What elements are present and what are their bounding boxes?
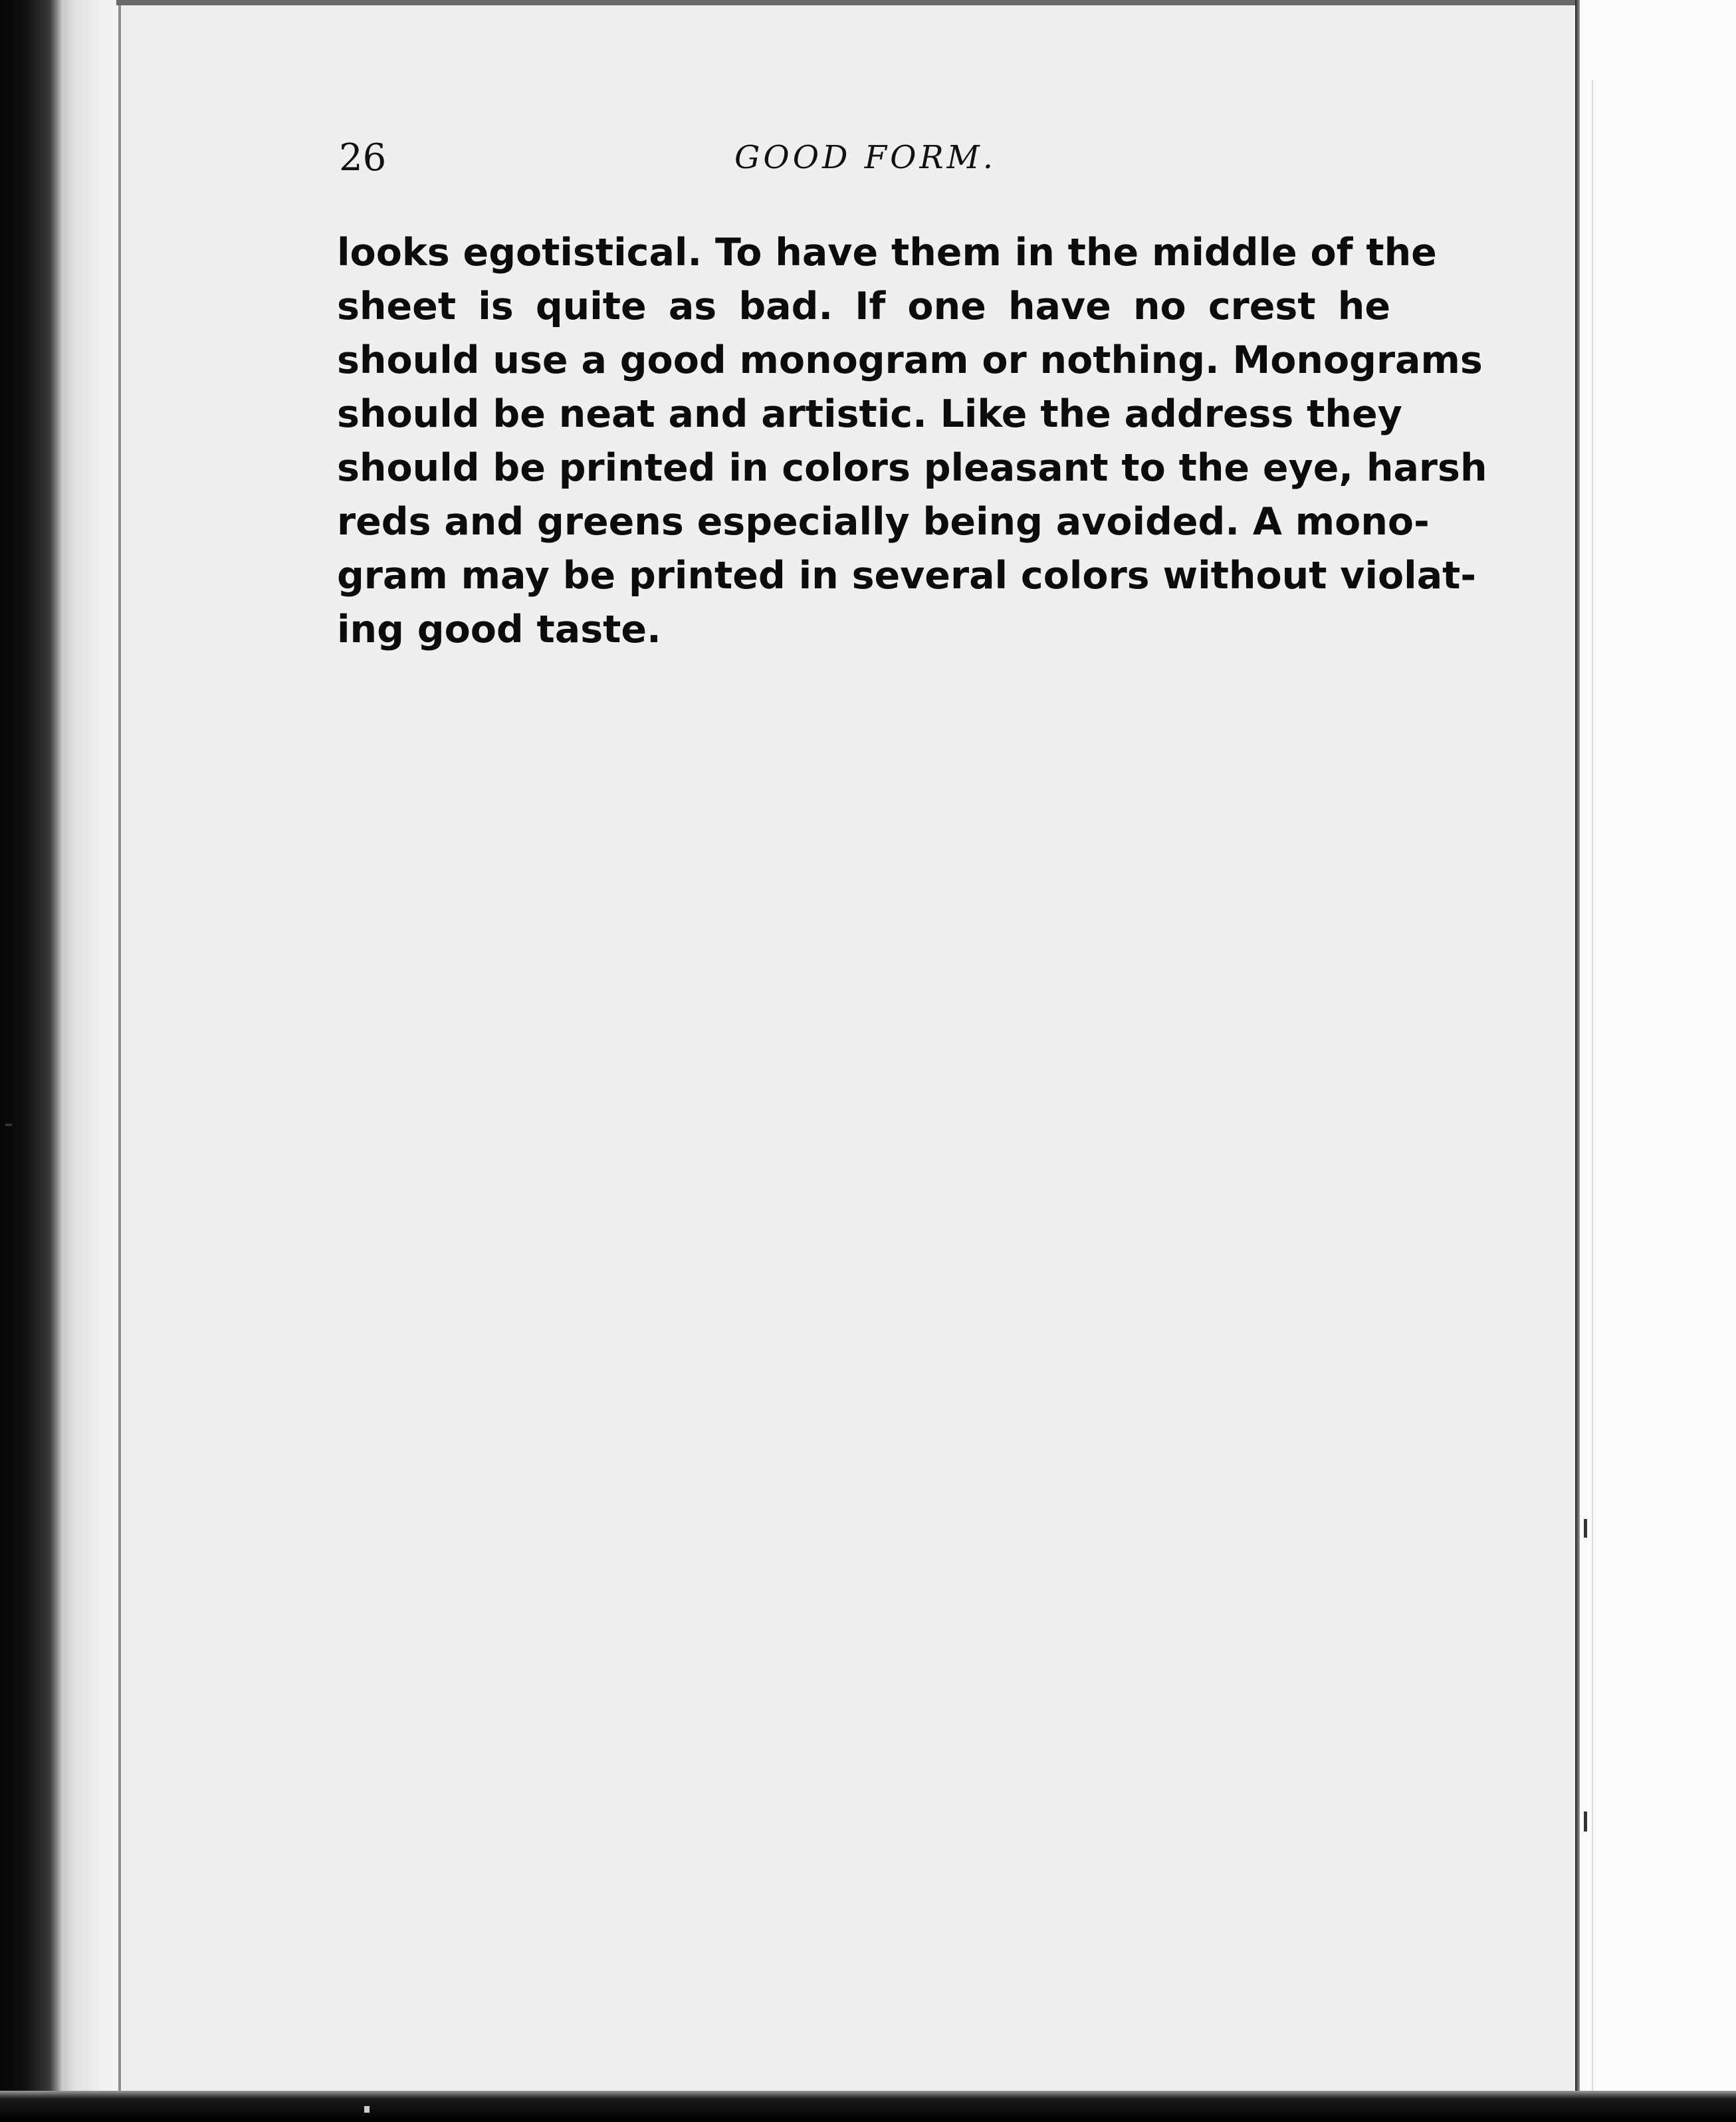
text-line: gram may be printed in several colors without violat- <box>337 554 1477 598</box>
scan-speck <box>1584 1519 1587 1538</box>
page-right-border <box>1575 0 1580 2122</box>
scan-speck <box>1584 1812 1587 1831</box>
text-line: looks egotistical. To have them in the middle of the <box>337 231 1437 275</box>
page-header <box>339 136 1389 183</box>
right-faint-line <box>1592 80 1593 2114</box>
text-line: should be printed in colors pleasant to the eye, harsh <box>337 446 1487 490</box>
book-spine-edge <box>0 0 63 2122</box>
text-line: ing good taste. <box>337 608 661 651</box>
gutter-shadow <box>63 0 116 2122</box>
page-top-border <box>116 0 1578 5</box>
scan-speck <box>5 1123 12 1126</box>
running-head: GOOD FORM. <box>734 139 996 176</box>
scan-speck <box>364 2106 370 2113</box>
page-number: 26 <box>339 136 387 179</box>
body-paragraph <box>337 226 1487 657</box>
text-line: reds and greens especially being avoided. A mono- <box>337 500 1430 544</box>
text-line: should be neat and artistic. Like the address they <box>337 392 1402 436</box>
text-line: sheet is quite as bad. If one have no crest he <box>337 285 1390 328</box>
text-line: should use a good monogram or nothing. Monograms <box>337 338 1483 382</box>
bottom-edge <box>0 2091 1736 2122</box>
page-left-border <box>118 0 121 2094</box>
right-margin <box>1580 0 1736 2122</box>
